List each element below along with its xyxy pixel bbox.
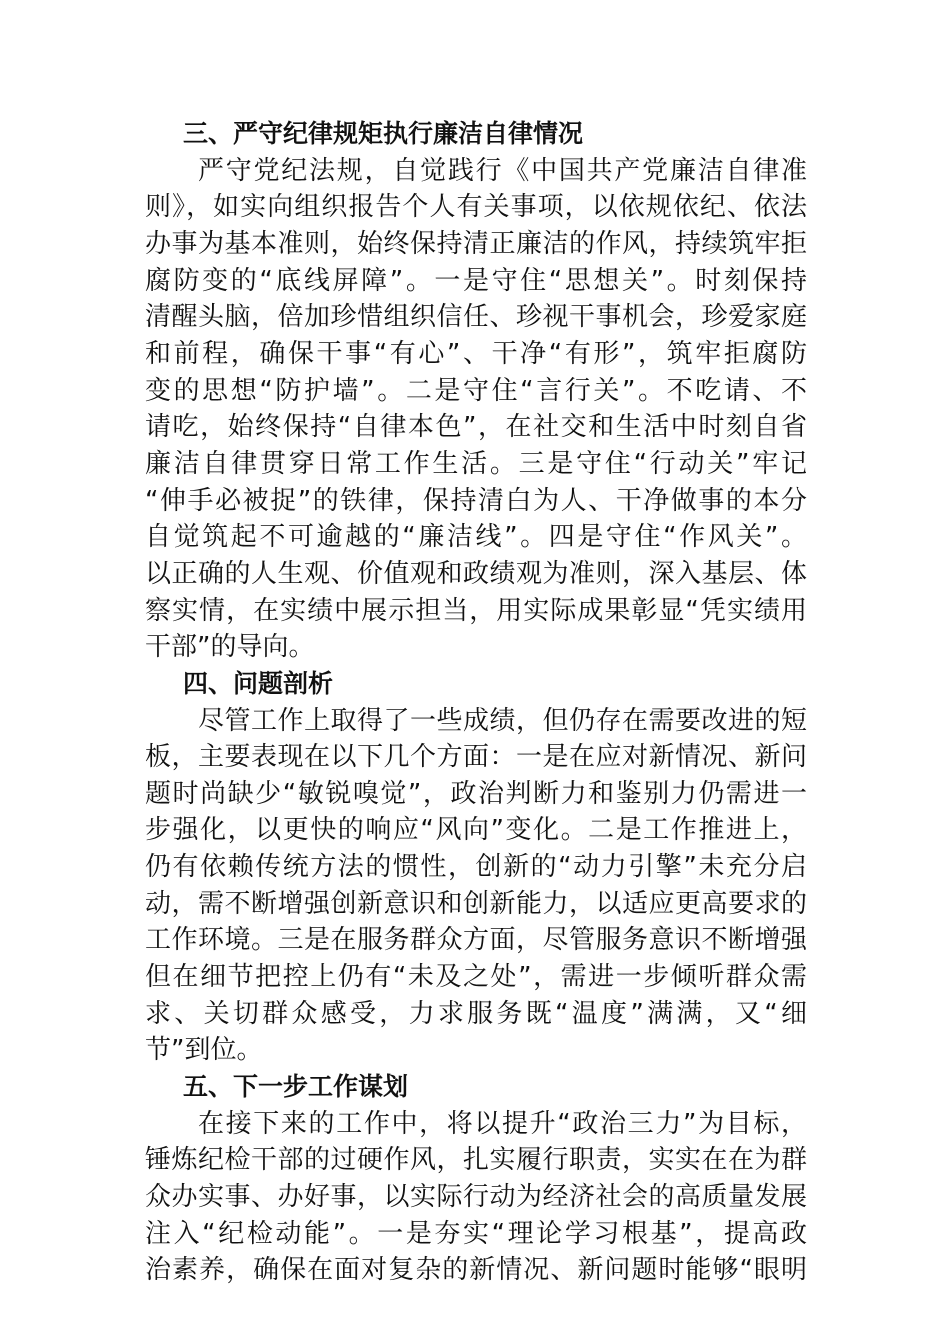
paragraph-line: 众办实事、办好事，以实际行动为经济社会的高质量发展 [145,1182,807,1213]
paragraph-line: 则》，如实向组织报告个人有关事项，以依规依纪、依法 [145,192,807,223]
paragraph-line: 清醒头脑，倍加珍惜组织信任、珍视干事机会，珍爱家庭 [145,302,807,333]
paragraph-line: 干部”的导向。 [145,632,315,663]
paragraph-line: 但在细节把控上仍有“未及之处”，需进一步倾听群众需 [145,962,807,993]
paragraph-line: 严守党纪法规，自觉践行《中国共产党廉洁自律准 [198,155,807,186]
paragraph-line: 步强化，以更快的响应“风向”变化。二是工作推进上， [145,815,807,846]
paragraph-line: 工作环境。三是在服务群众方面，尽管服务意识不断增强 [145,925,807,956]
paragraph-line: 在接下来的工作中，将以提升“政治三力”为目标， [198,1108,807,1139]
paragraph-line: 求、关切群众感受，力求服务既“温度”满满，又“细 [145,998,807,1029]
paragraph-line: 尽管工作上取得了一些成绩，但仍存在需要改进的短 [198,705,807,736]
document-page [145,116,807,1289]
paragraph-line: 仍有依赖传统方法的惯性，创新的“动力引擎”未充分启 [145,852,807,883]
paragraph-line: 治素养，确保在面对复杂的新情况、新问题时能够“眼明 [145,1255,807,1286]
paragraph-line: 动，需不断增强创新意识和创新能力，以适应更高要求的 [145,888,807,919]
section-heading: 五、下一步工作谋划 [183,1072,409,1102]
paragraph-line: 察实情，在实绩中展示担当，用实际成果彰显“凭实绩用 [145,595,807,626]
paragraph-line: 腐防变的“底线屏障”。一是守住“思想关”。时刻保持 [145,265,807,296]
paragraph-line: 锤炼纪检干部的过硬作风，扎实履行职责，实实在在为群 [145,1145,807,1176]
paragraph-line: 和前程，确保干事“有心”、干净“有形”，筑牢拒腐防 [145,338,807,369]
paragraph-line: 节”到位。 [145,1035,263,1066]
paragraph-line: 办事为基本准则，始终保持清正廉洁的作风，持续筑牢拒 [145,228,807,259]
section-heading: 四、问题剖析 [183,668,334,698]
paragraph-line: 变的思想“防护墙”。二是守住“言行关”。不吃请、不 [145,375,807,406]
paragraph-line: 廉洁自律贯穿日常工作生活。三是守住“行动关”牢记 [145,448,807,479]
section-heading: 三、严守纪律规矩执行廉洁自律情况 [183,119,584,148]
paragraph-line: 题时尚缺少“敏锐嗅觉”，政治判断力和鉴别力仍需进一 [145,778,807,809]
paragraph-line: 请吃，始终保持“自律本色”，在社交和生活中时刻自省 [145,412,807,443]
paragraph-line: 板，主要表现在以下几个方面：一是在应对新情况、新问 [145,742,807,773]
paragraph-line: “伸手必被捉”的铁律，保持清白为人、干净做事的本分 [145,485,807,516]
paragraph-line: 自觉筑起不可逾越的“廉洁线”。四是守住“作风关”。 [145,522,807,553]
paragraph-line: 以正确的人生观、价值观和政绩观为准则，深入基层、体 [145,558,807,589]
paragraph-line: 注入“纪检动能”。一是夯实“理论学习根基”，提高政 [145,1218,807,1249]
